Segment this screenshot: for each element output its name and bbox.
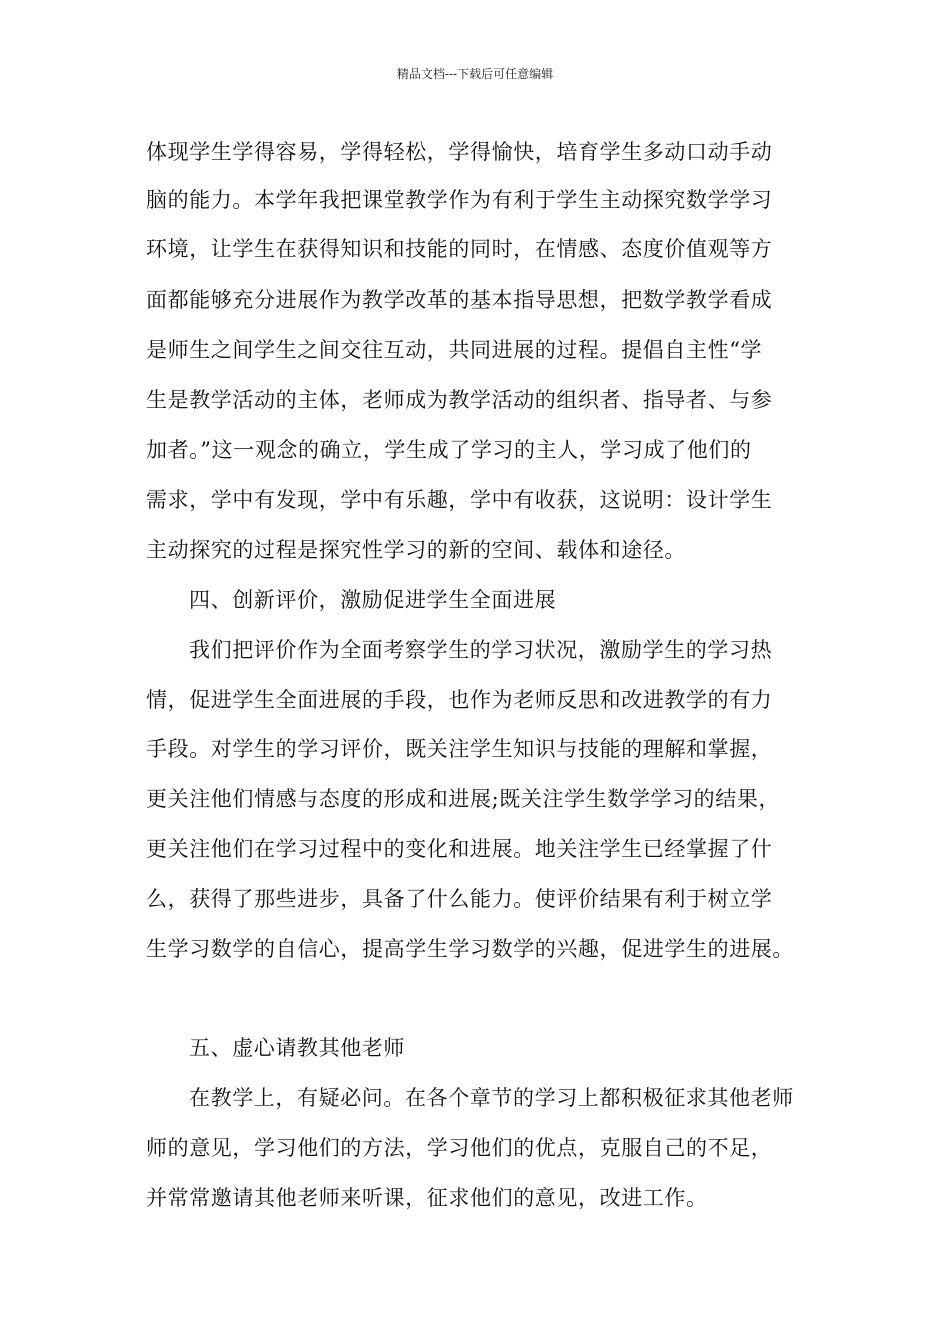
paragraph-line: 环境，让学生在获得知识和技能的同时，在情感、态度价值观等方 [146,237,773,261]
paragraph-line: 情，促进学生全面进展的手段，也作为老师反思和改进教学的有力 [146,688,773,712]
paragraph-line: 体现学生学得容易，学得轻松，学得愉快，培育学生多动口动手动 [146,140,773,164]
paragraph-line: 主动探究的过程是探究性学习的新的空间、载体和途径。 [146,538,686,562]
paragraph-line: 加者。”这一观念的确立，学生成了学习的主人，学习成了他们的 [146,438,752,462]
page-header: 精品文档---下载后可任意编辑 [396,67,554,81]
paragraph-line: 更关注他们情感与态度的形成和进展;既关注学生数学学习的结果， [146,787,781,811]
paragraph-line: 在教学上，有疑必问。在各个章节的学习上都积极征求其他老师 [189,1086,794,1110]
paragraph-line: 脑的能力。本学年我把课堂教学作为有利于学生主动探究数学学习 [146,188,773,212]
paragraph-line: 生是教学活动的主体，老师成为教学活动的组织者、指导者、与参 [146,388,773,412]
paragraph-line: 面都能够充分进展作为教学改革的基本指导思想，把数学教学看成 [146,288,773,312]
paragraph-line: 是师生之间学生之间交往互动，共同进展的过程。提倡自主性“学 [146,338,763,362]
paragraph-line: 么，获得了那些进步，具备了什么能力。使评价结果有利于树立学 [146,887,773,911]
section-heading: 四、创新评价，激励促进学生全面进展 [189,588,557,612]
paragraph-line: 并常常邀请其他老师来听课，征求他们的意见，改进工作。 [146,1186,708,1210]
paragraph-line: 师的意见，学习他们的方法，学习他们的优点，克服自己的不足， [146,1136,773,1160]
section-heading: 五、虚心请教其他老师 [189,1036,405,1060]
paragraph-line: 我们把评价作为全面考察学生的学习状况，激励学生的学习热 [189,638,773,662]
paragraph-line: 需求，学中有发现，学中有乐趣，学中有收获，这说明：设计学生 [146,488,773,512]
paragraph-line: 更关注他们在学习过程中的变化和进展。地关注学生已经掌握了什 [146,837,773,861]
paragraph-line: 手段。对学生的学习评价，既关注学生知识与技能的理解和掌握， [146,737,773,761]
paragraph-line: 生学习数学的自信心，提高学生学习数学的兴趣，促进学生的进展。 [146,937,794,961]
